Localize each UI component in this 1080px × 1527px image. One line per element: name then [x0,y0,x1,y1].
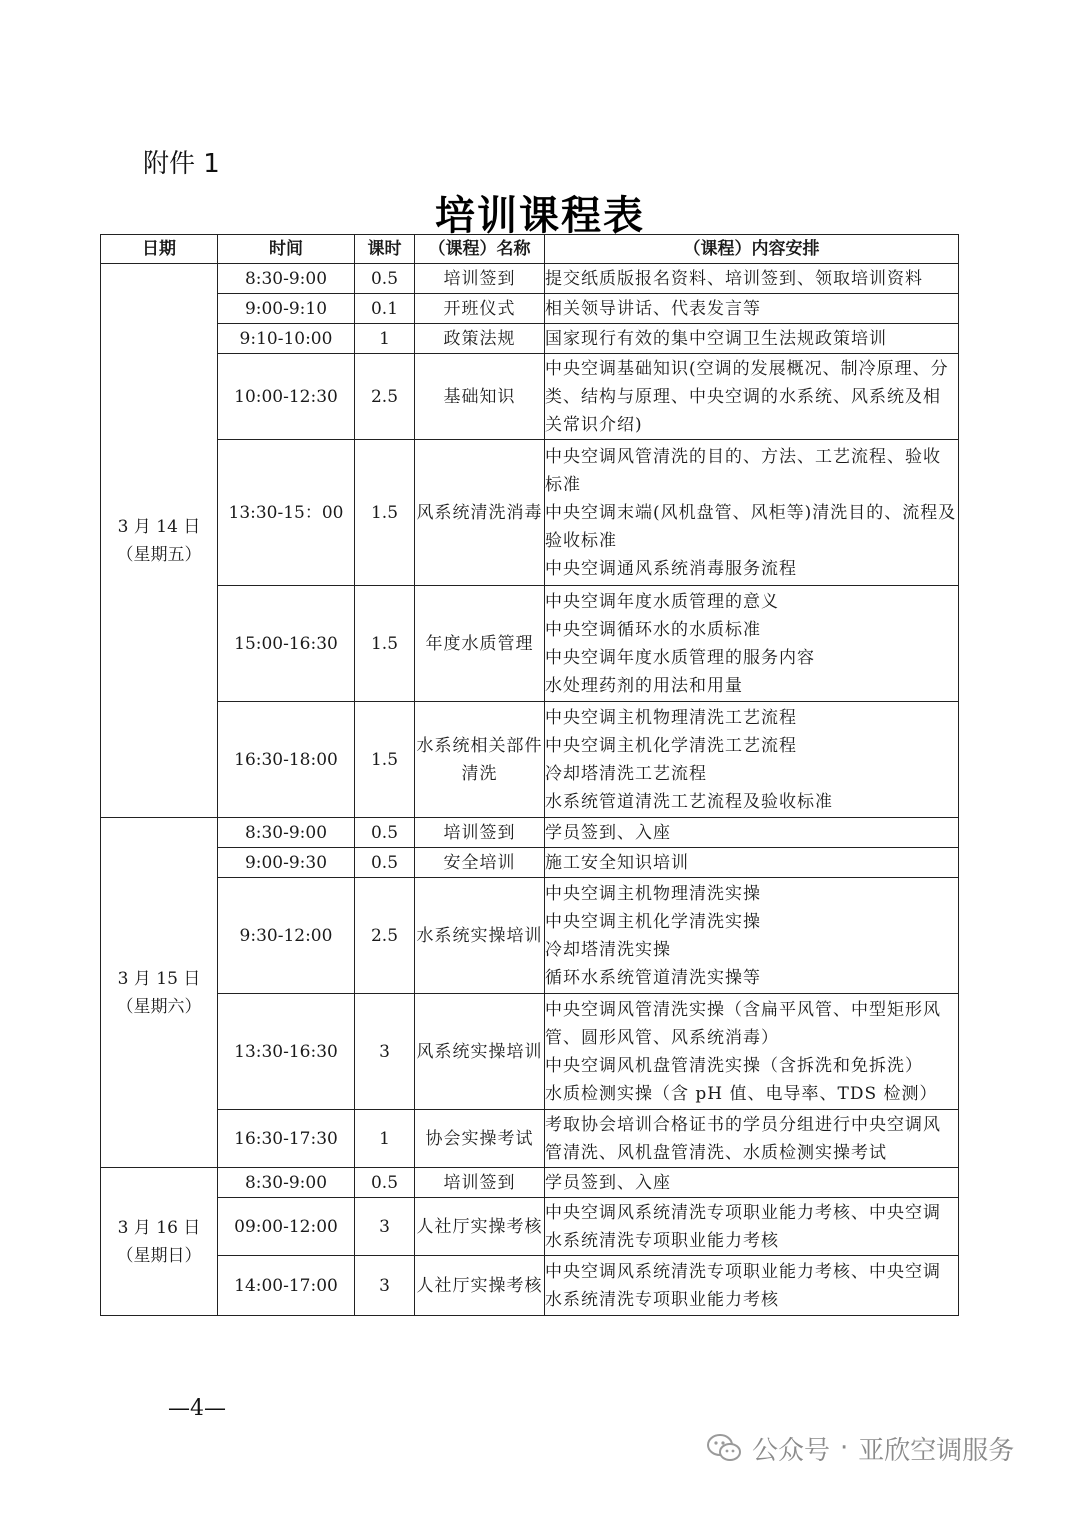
content-line: 中央空调年度水质管理的意义 [545,591,779,612]
hours-cell: 0.5 [355,848,415,878]
time-cell: 9:30-12:00 [218,878,355,994]
hours-cell: 2.5 [355,878,415,994]
table-row [101,264,959,294]
table-row [101,354,959,440]
weekday-text: （星期日） [116,1245,202,1266]
content-line: 国家现行有效的集中空调卫生法规政策培训 [545,328,887,349]
watermark [706,1432,1014,1464]
hours-cell: 0.1 [355,294,415,324]
header-time: 时间 [218,235,355,264]
hours-cell: 3 [355,1198,415,1256]
hours-cell: 0.5 [355,818,415,848]
content-line: 中央空调风系统清洗专项职业能力考核、中央空调水系统清洗专项职业能力考核 [545,1202,941,1251]
weekday-text: （星期五） [116,544,202,565]
content-line: 中央空调主机物理清洗实操 [545,883,761,904]
course-content-cell [545,354,959,440]
time-cell: 09:00-12:00 [218,1198,355,1256]
date-text: 3 月 15 日 [117,968,201,989]
course-name-cell: 人社厅实操考核 [415,1256,545,1316]
course-name-cell: 人社厅实操考核 [415,1198,545,1256]
course-name-cell: 政策法规 [415,324,545,354]
time-cell: 8:30-9:00 [218,818,355,848]
date-cell [101,1168,218,1316]
course-content-cell [545,324,959,354]
time-cell: 9:00-9:30 [218,848,355,878]
table-row [101,1168,959,1198]
content-line: 提交纸质版报名资料、培训签到、领取培训资料 [545,268,923,289]
course-content-cell [545,1110,959,1168]
content-line: 中央空调主机化学清洗工艺流程 [545,735,797,756]
hours-cell: 0.5 [355,1168,415,1198]
table-row [101,702,959,818]
content-line: 中央空调年度水质管理的服务内容 [545,647,815,668]
header-date: 日期 [101,235,218,264]
course-name-cell: 年度水质管理 [415,586,545,702]
content-line: 学员签到、入座 [545,822,671,843]
content-line: 中央空调风机盘管清洗实操（含拆洗和免拆洗） [545,1055,923,1076]
time-cell: 9:10-10:00 [218,324,355,354]
content-line: 考取协会培训合格证书的学员分组进行中央空调风管清洗、风机盘管清洗、水质检测实操考试 [545,1114,941,1163]
hours-cell: 3 [355,1256,415,1316]
time-cell: 10:00-12:30 [218,354,355,440]
table-row [101,878,959,994]
hours-cell: 3 [355,994,415,1110]
course-content-cell [545,294,959,324]
content-line: 中央空调主机物理清洗工艺流程 [545,707,797,728]
time-cell: 16:30-18:00 [218,702,355,818]
course-content-cell [545,878,959,994]
wechat-icon [706,1433,742,1463]
content-line: 中央空调风系统清洗专项职业能力考核、中央空调水系统清洗专项职业能力考核 [545,1261,941,1310]
date-cell [101,264,218,818]
content-line: 水处理药剂的用法和用量 [545,675,743,696]
date-text: 3 月 14 日 [117,516,201,537]
time-cell: 16:30-17:30 [218,1110,355,1168]
time-cell: 13:30-15：00 [218,440,355,586]
table-row [101,848,959,878]
content-line: 冷却塔清洗工艺流程 [545,763,707,784]
content-line: 学员签到、入座 [545,1172,671,1193]
date-text: 3 月 16 日 [117,1217,201,1238]
course-content-cell [545,848,959,878]
course-name-cell: 风系统实操培训 [415,994,545,1110]
content-line: 中央空调风管清洗的目的、方法、工艺流程、验收标准 [545,446,941,495]
page-number: —4— [168,1396,226,1421]
table-row [101,1198,959,1256]
watermark-platform: 公众号 [752,1435,831,1466]
course-content-cell [545,1198,959,1256]
course-name-cell: 基础知识 [415,354,545,440]
content-line: 冷却塔清洗实操 [545,939,671,960]
content-line: 相关领导讲话、代表发言等 [545,298,761,319]
date-cell [101,818,218,1168]
course-name-cell: 培训签到 [415,1168,545,1198]
hours-cell: 2.5 [355,354,415,440]
course-content-cell [545,586,959,702]
course-name-cell: 培训签到 [415,264,545,294]
hours-cell: 1 [355,1110,415,1168]
content-line: 水系统管道清洗工艺流程及验收标准 [545,791,833,812]
content-line: 循环水系统管道清洗实操等 [545,967,761,988]
hours-cell: 1 [355,324,415,354]
time-cell: 15:00-16:30 [218,586,355,702]
content-line: 中央空调通风系统消毒服务流程 [545,558,797,579]
table-row [101,1256,959,1316]
header-content: （课程）内容安排 [545,235,959,264]
course-name-cell: 水系统实操培训 [415,878,545,994]
weekday-text: （星期六） [116,996,202,1017]
time-cell: 13:30-16:30 [218,994,355,1110]
schedule-body [101,264,959,1316]
content-line: 中央空调基础知识(空调的发展概况、制冷原理、分类、结构与原理、中央空调的水系统、风系统及相关常识介绍) [545,358,949,435]
table-row [101,586,959,702]
content-line: 施工安全知识培训 [545,852,689,873]
course-name-cell: 风系统清洗消毒 [415,440,545,586]
table-row [101,818,959,848]
course-content-cell [545,818,959,848]
table-row [101,294,959,324]
course-content-cell [545,994,959,1110]
content-line: 中央空调末端(风机盘管、风柜等)清洗目的、流程及验收标准 [545,502,957,551]
course-name-cell: 开班仪式 [415,294,545,324]
course-name-cell: 安全培训 [415,848,545,878]
course-name-cell: 水系统相关部件清洗 [415,702,545,818]
time-cell: 9:00-9:10 [218,294,355,324]
hours-cell: 1.5 [355,440,415,586]
time-cell: 14:00-17:00 [218,1256,355,1316]
hours-cell: 0.5 [355,264,415,294]
attachment-label: 附件 1 [143,149,220,179]
hours-cell: 1.5 [355,702,415,818]
course-name-cell: 协会实操考试 [415,1110,545,1168]
table-row [101,324,959,354]
course-content-cell [545,264,959,294]
table-header-row [101,235,959,264]
content-line: 水质检测实操（含 pH 值、电导率、TDS 检测） [545,1083,938,1104]
table-row [101,440,959,586]
table-row [101,1110,959,1168]
page-title: 培训课程表 [435,193,645,239]
table-row [101,994,959,1110]
watermark-account: 亚欣空调服务 [858,1435,1015,1466]
course-content-cell [545,1256,959,1316]
content-line: 中央空调主机化学清洗实操 [545,911,761,932]
course-content-cell [545,440,959,586]
content-line: 中央空调风管清洗实操（含扁平风管、中型矩形风管、圆形风管、风系统消毒） [545,999,941,1048]
header-hours: 课时 [355,235,415,264]
training-schedule-table [100,234,959,1316]
watermark-separator: · [840,1433,849,1463]
time-cell: 8:30-9:00 [218,1168,355,1198]
header-name: （课程）名称 [415,235,545,264]
time-cell: 8:30-9:00 [218,264,355,294]
content-line: 中央空调循环水的水质标准 [545,619,761,640]
course-name-cell: 培训签到 [415,818,545,848]
course-content-cell [545,1168,959,1198]
course-content-cell [545,702,959,818]
hours-cell: 1.5 [355,586,415,702]
